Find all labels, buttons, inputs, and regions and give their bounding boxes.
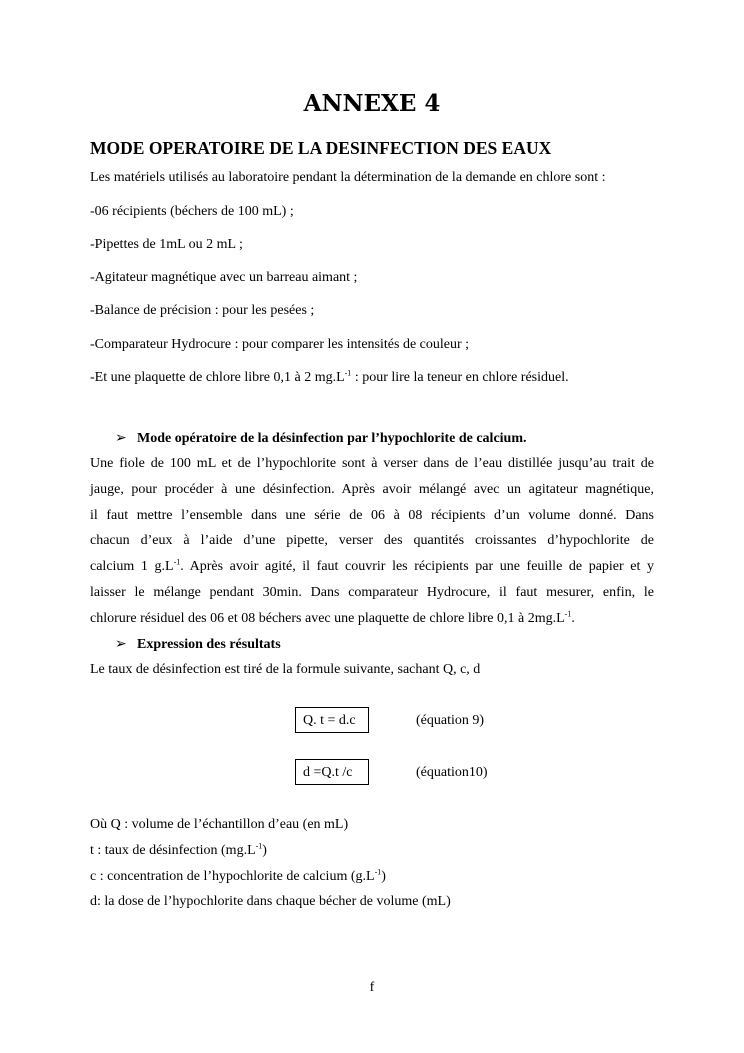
- equation-label: (équation 9): [416, 713, 485, 728]
- definition-d: d: la dose de l’hypochlorite dans chaque bécher de volume (mL): [90, 894, 451, 909]
- definition-t: [90, 843, 267, 859]
- material-item: -Agitateur magnétique avec un barreau aimant ;: [90, 270, 358, 285]
- superscript: -1: [374, 867, 382, 877]
- material-item: -06 récipients (béchers de 100 mL) ;: [90, 204, 294, 219]
- paragraph-line: [90, 559, 654, 575]
- material-item: -Pipettes de 1mL ou 2 mL ;: [90, 237, 243, 252]
- equation-label: (équation10): [416, 765, 488, 780]
- annex-title: ANNEXE 4: [303, 90, 441, 117]
- definition-q: Où Q : volume de l’échantillon d’eau (en mL): [90, 817, 349, 832]
- paragraph-line: Une fiole de 100 mL et de l’hypochlorite sont à verser dans de l’eau distillée jusqu’au trait de: [90, 456, 654, 471]
- page-number: f: [369, 980, 375, 995]
- definition-c: [90, 869, 386, 885]
- material-item-last: [90, 370, 569, 386]
- paragraph-line: [90, 611, 654, 627]
- superscript: -1: [173, 557, 181, 567]
- text: t : taux de désinfection (mg.L: [90, 843, 256, 858]
- paragraph-line: laisser le mélange pendant 30min. Dans comparateur Hydrocure, il faut mesurer, enfin, le: [90, 585, 654, 600]
- arrow-bullet-icon: ➢: [115, 637, 127, 652]
- equation-box: d =Q.t /c: [295, 759, 369, 785]
- paragraph-line: chacun d’eux à l’aide d’une pipette, verser des quantités croissantes d’hypochlorite de: [90, 533, 654, 548]
- superscript: -1: [255, 841, 263, 851]
- text: calcium 1 g.L: [90, 559, 174, 574]
- text: : pour lire la teneur en chlore résiduel.: [351, 370, 569, 385]
- paragraph-line: jauge, pour procéder à une désinfection. Après avoir mélangé avec un agitateur magnétique,: [90, 482, 654, 497]
- heading-text: Expression des résultats: [137, 637, 281, 652]
- paragraph-line: il faut mettre l’ensemble dans une série de 06 à 08 récipients d’un volume donné. Dans: [90, 508, 654, 523]
- arrow-bullet-icon: ➢: [115, 431, 127, 446]
- subsection-heading-results: [115, 636, 281, 653]
- subsection-heading-procedure: [115, 430, 527, 447]
- superscript: -1: [564, 609, 572, 619]
- materials-intro: Les matériels utilisés au laboratoire pendant la détermination de la demande en chlore sont :: [90, 170, 606, 185]
- equation-box: Q. t = d.c: [295, 707, 369, 733]
- superscript: -1: [344, 368, 352, 378]
- text: .: [571, 611, 575, 626]
- text: ): [262, 843, 267, 858]
- text: . Après avoir agité, il faut couvrir les récipients par une feuille de papier et y: [180, 559, 654, 574]
- heading-text: Mode opératoire de la désinfection par l’hypochlorite de calcium.: [137, 431, 527, 446]
- text: chlorure résiduel des 06 et 08 béchers avec une plaquette de chlore libre 0,1 à 2mg.L: [90, 611, 565, 626]
- results-intro: Le taux de désinfection est tiré de la formule suivante, sachant Q, c, d: [90, 662, 481, 677]
- text: ): [381, 869, 386, 884]
- text: -Et une plaquette de chlore libre 0,1 à 2 mg.L: [90, 370, 345, 385]
- section-title: MODE OPERATOIRE DE LA DESINFECTION DES EAUX: [90, 138, 552, 158]
- text: c : concentration de l’hypochlorite de calcium (g.L: [90, 869, 375, 884]
- material-item: -Balance de précision : pour les pesées ;: [90, 303, 315, 318]
- material-item: -Comparateur Hydrocure : pour comparer les intensités de couleur ;: [90, 337, 470, 352]
